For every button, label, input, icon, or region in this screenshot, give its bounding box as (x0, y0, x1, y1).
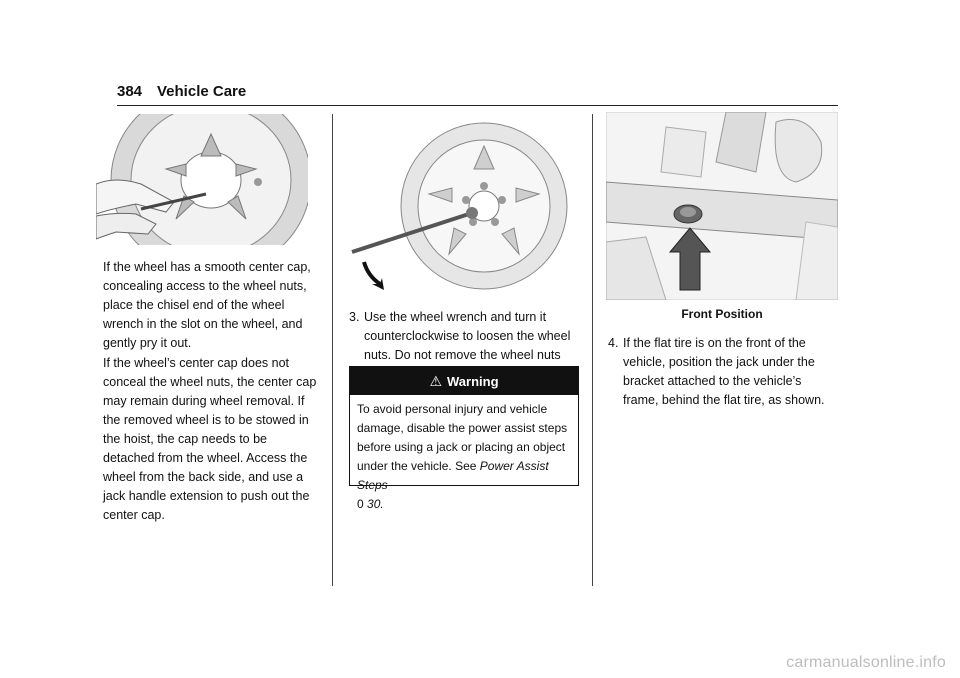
figure-wheel-cap-pry (96, 114, 308, 245)
warning-page-reference[interactable]: 30. (367, 497, 384, 511)
page-header (117, 83, 838, 106)
warning-body (350, 395, 578, 519)
page-reference-icon: 0 (357, 497, 364, 511)
step-4 (608, 334, 836, 410)
warning-title: Warning (447, 374, 499, 389)
warning-link-power-assist-steps[interactable]: Power Assist Steps (357, 459, 549, 492)
figure-front-jack-position (606, 112, 838, 300)
step-3-text: Use the wheel wrench and turn it counterclockwise to loosen the wheel nuts. Do not remove the wheel nuts (364, 310, 571, 362)
warning-box (349, 366, 579, 511)
step-4-text: If the flat tire is on the front of the vehicle, position the jack under the bracket attached to the vehicle’s frame, behind the flat tire, as shown. (623, 336, 825, 407)
wheel-wrench-illustration (344, 114, 579, 294)
front-jack-position-illustration (606, 112, 838, 300)
figure-wheel-wrench (344, 114, 579, 294)
column-divider-left (332, 114, 333, 586)
step-4-number: 4. (608, 336, 619, 350)
figure-caption-front-position: Front Position (681, 307, 763, 321)
step-3-number: 3. (349, 310, 360, 324)
page-number: 384 (117, 83, 143, 100)
column-divider-right (592, 114, 593, 586)
section-title: Vehicle Care (157, 83, 247, 100)
warning-text: To avoid personal injury and vehicle damage, disable the power assist steps before using a jack or placing an object under the vehicle. See (357, 402, 568, 473)
paragraph-smooth-center-cap: If the wheel has a smooth center cap, concealing access to the wheel nuts, place the chisel end of the wheel wrench in the slot on the wheel, and gently pry it out. (103, 260, 311, 350)
warning-header (350, 367, 578, 395)
warning-triangle-icon: ⚠ (429, 373, 443, 389)
wheel-cap-pry-illustration (96, 114, 308, 245)
watermark-text: carmanualsonline.info (786, 654, 946, 671)
paragraph-center-cap-removal: If the wheel’s center cap does not conceal the wheel nuts, the center cap may remain during wheel removal. If the removed wheel is to be stowed in the hoist, the cap needs to be detached from the wheel. Access the wheel from the back side, and use a jack handle extension to push out the center cap. (103, 356, 317, 522)
